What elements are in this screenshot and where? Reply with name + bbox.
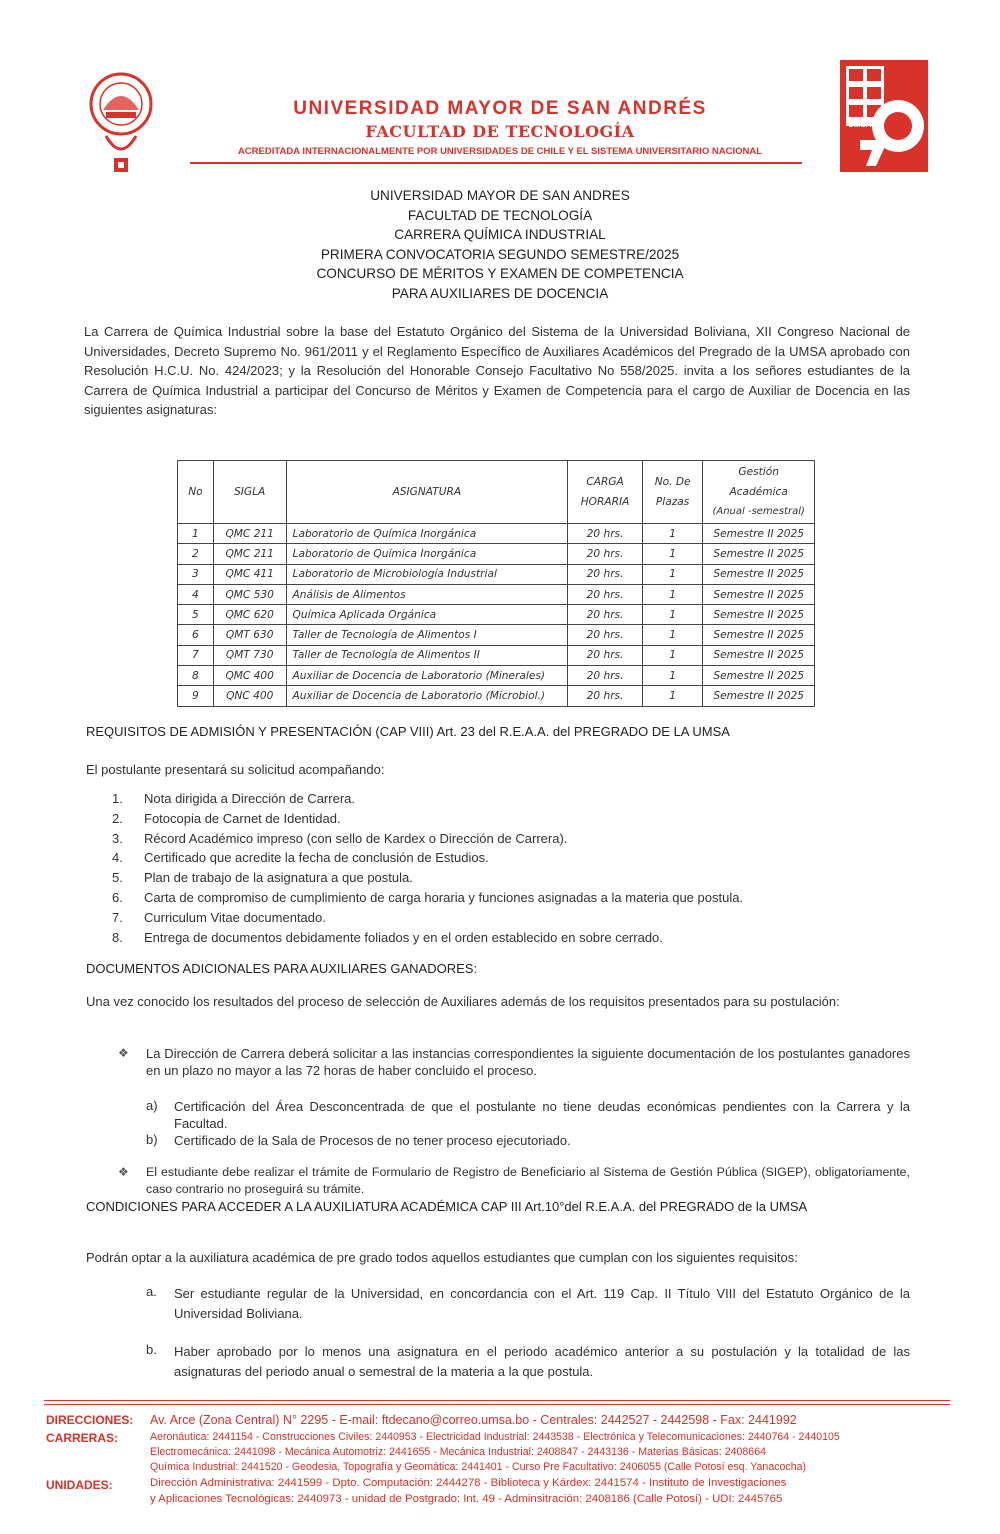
cell-no: 7 <box>178 645 214 665</box>
cell-gestion: Semestre II 2025 <box>703 564 815 584</box>
cell-plazas: 1 <box>642 686 702 706</box>
footer-carreras-line: Electromecánica: 2441098 - Mecánica Automotriz: 2441655 - Mecánica Industrial: 2408847 - 2443136 - Materias Básicas: 2408664 <box>150 1446 766 1458</box>
cell-plazas: 1 <box>642 666 702 686</box>
list-item <box>112 809 743 829</box>
list-text: Curriculum Vitae documentado. <box>144 909 326 925</box>
footer-direcciones-label: DIRECCIONES: <box>46 1413 134 1427</box>
cell-sigla: QMT 630 <box>213 625 286 645</box>
list-number: 5. <box>112 870 123 886</box>
cell-carga: 20 hrs. <box>568 524 643 544</box>
cell-no: 4 <box>178 584 214 604</box>
table-row <box>178 686 815 706</box>
col-header-carga <box>568 461 643 524</box>
cell-carga: 20 hrs. <box>568 544 643 564</box>
list-number: 4. <box>112 850 123 866</box>
footer-unidades-line: Dirección Administrativa: 2441599 - Dpto. Computación: 2444278 - Biblioteca y Kárdex: 2441574 - Instituto de Investigaciones <box>150 1477 787 1489</box>
table-row <box>178 584 815 604</box>
col-header-line: (Anual -semestral) <box>712 506 805 517</box>
list-item <box>112 888 743 908</box>
cell-gestion: Semestre II 2025 <box>703 645 815 665</box>
cell-no: 9 <box>178 686 214 706</box>
col-header-line: Académica <box>729 486 788 498</box>
cell-gestion: Semestre II 2025 <box>703 666 815 686</box>
heading-line: UNIVERSIDAD MAYOR DE SAN ANDRES <box>370 188 630 203</box>
university-name: UNIVERSIDAD MAYOR DE SAN ANDRÉS <box>293 98 707 119</box>
adicionales-lead: Una vez conocido los resultados del proceso de selección de Auxiliares además de los requisitos presentados para su postulación: <box>86 994 840 1009</box>
heading-line: PARA AUXILIARES DE DOCENCIA <box>391 285 609 301</box>
sub-item-letter: a) <box>146 1098 158 1113</box>
table-row <box>178 524 815 544</box>
col-header-line: Gestión <box>738 466 779 478</box>
list-item <box>112 928 743 948</box>
cell-sigla: QMC 530 <box>213 584 286 604</box>
cell-gestion: Semestre II 2025 <box>703 605 815 625</box>
cell-asignatura: Auxiliar de Docencia de Laboratorio (Microbiol.) <box>286 686 568 706</box>
cell-gestion: Semestre II 2025 <box>703 544 815 564</box>
footer-carreras-line: Aeronáutica: 2441154 - Construcciones Civiles: 2440953 - Electricidad Industrial: 2443538 - Electrónica y Telecomunicaciones: 2440764 - 2440105 <box>150 1431 840 1443</box>
cell-asignatura: Química Aplicada Orgánica <box>286 605 568 625</box>
list-number: 1. <box>112 791 123 806</box>
cell-plazas: 1 <box>642 605 702 625</box>
table-row <box>178 666 815 686</box>
cell-plazas: 1 <box>642 645 702 665</box>
intro-paragraph: La Carrera de Química Industrial sobre la base del Estatuto Orgánico del Sistema de la Universidad Boliviana, XII Congreso Nacional de Universidades, Decreto Supremo No. 961/2011 y el Reglamento Específico de Auxiliares Académicos del Pregrado de la UMSA aprobado con Resolución H.C.U. No. 424/2023; y la Resolución del Honorable Consejo Facultativo No 558/2025. invita a los señores estudiantes de la Carrera de Química Industrial a participar del Concurso de Méritos y Examen de Competencia para el cargo de Auxiliar de Docencia en las siguientes asignaturas: <box>84 324 910 418</box>
cell-asignatura: Taller de Tecnología de Alimentos II <box>286 645 568 665</box>
list-item <box>112 908 743 928</box>
cell-carga: 20 hrs. <box>568 584 643 604</box>
requisitos-lead: El postulante presentará su solicitud acompañando: <box>86 762 385 777</box>
cell-carga: 20 hrs. <box>568 666 643 686</box>
footer-unidades-line: y Aplicaciones Tecnológicas: 2440973 - unidad de Postgrado: Int. 49 - Adminsitración: 2408186 (Calle Potosí) - UDI: 2445765 <box>150 1493 783 1505</box>
sub-item-letter: b) <box>146 1132 158 1147</box>
condition-letter: a. <box>146 1284 157 1299</box>
col-header-line: Plazas <box>655 496 690 508</box>
diamond-bullet-icon: ❖ <box>118 1165 129 1179</box>
list-item <box>112 829 743 849</box>
faculty-gear-logo <box>840 60 928 172</box>
col-header-line: HORARIA <box>580 496 630 508</box>
list-text: Certificado que acredite la fecha de conclusión de Estudios. <box>144 850 489 866</box>
faculty-name: FACULTAD DE TECNOLOGÍA <box>365 122 635 141</box>
cell-plazas: 1 <box>642 544 702 564</box>
call-heading <box>200 186 800 304</box>
cell-asignatura: Laboratorio de Microbiología Industrial <box>286 564 568 584</box>
cell-no: 1 <box>178 524 214 544</box>
list-text: Plan de trabajo de la asignatura a que postula. <box>144 870 413 886</box>
cell-sigla: QMC 411 <box>213 564 286 584</box>
col-header-line: CARGA <box>586 476 624 488</box>
cell-sigla: QMC 400 <box>213 666 286 686</box>
heading-line: FACULTAD DE TECNOLOGÍA <box>407 207 593 223</box>
accreditation-line: ACREDITADA INTERNACIONALMENTE POR UNIVERSIDADES DE CHILE Y EL SISTEMA UNIVERSITARIO NACIONAL <box>237 146 763 157</box>
list-number: 6. <box>112 889 123 905</box>
heading-line: PRIMERA CONVOCATORIA SEGUNDO SEMESTRE/2025 <box>320 246 680 262</box>
cell-asignatura: Auxiliar de Docencia de Laboratorio (Minerales) <box>286 666 568 686</box>
heading-line: CARRERA QUÍMICA INDUSTRIAL <box>394 227 606 243</box>
footer-unidades-label: UNIDADES: <box>46 1478 113 1492</box>
list-item <box>112 789 743 809</box>
col-header-gestion <box>703 461 815 524</box>
condition-b: Haber aprobado por lo menos una asignatura en el periodo académico anterior a su postulación y la totalidad de las asignaturas del periodo anual o semestral de la materia a la que postula. <box>174 1344 910 1379</box>
cell-carga: 20 hrs. <box>568 686 643 706</box>
heading-line: CONCURSO DE MÉRITOS Y EXAMEN DE COMPETENCIA <box>316 266 684 282</box>
footer-carreras-line: Química Industrial: 2441520 - Geodesia, Topografía y Geomática: 2441401 - Curso Pre Facultativo: 2406055 (Calle Potosí esq. Yanacocha) <box>150 1461 807 1473</box>
col-header-plazas <box>642 461 702 524</box>
cell-asignatura: Taller de Tecnología de Alimentos I <box>286 625 568 645</box>
condition-a: Ser estudiante regular de la Universidad, en concordancia con el Art. 119 Cap. II Título VIII del Estatuto Orgánico de la Universidad Boliviana. <box>174 1286 910 1321</box>
cell-carga: 20 hrs. <box>568 564 643 584</box>
diamond-bullet-icon: ❖ <box>118 1046 129 1060</box>
requisitos-list <box>112 789 743 947</box>
courses-table <box>177 460 815 707</box>
list-text: Récord Académico impreso (con sello de Kardex o Dirección de Carrera). <box>144 830 568 846</box>
university-seal-logo <box>88 62 154 182</box>
sub-item-b: Certificado de la Sala de Procesos de no tener proceso ejecutoriado. <box>174 1133 571 1148</box>
cell-plazas: 1 <box>642 564 702 584</box>
cell-carga: 20 hrs. <box>568 625 643 645</box>
cell-asignatura: Análisis de Alimentos <box>286 584 568 604</box>
list-item <box>112 848 743 868</box>
list-number: 2. <box>112 810 123 826</box>
cell-plazas: 1 <box>642 625 702 645</box>
table-row <box>178 625 815 645</box>
cell-sigla: QMC 620 <box>213 605 286 625</box>
cell-sigla: QMC 211 <box>213 544 286 564</box>
table-row <box>178 564 815 584</box>
footer-direcciones-text: Av. Arce (Zona Central) N° 2295 - E-mail: ftdecano@correo.umsa.bo - Centrales: 2442527 - 2442598 - Fax: 2441992 <box>150 1413 797 1427</box>
condiciones-title: CONDICIONES PARA ACCEDER A LA AUXILIATURA ACADÉMICA CAP III Art.10°del R.E.A.A. del PREGRADO de la UMSA <box>86 1199 808 1214</box>
col-header-sigla: SIGLA <box>213 461 286 524</box>
cell-no: 2 <box>178 544 214 564</box>
adicionales-title: DOCUMENTOS ADICIONALES PARA AUXILIARES GANADORES: <box>86 961 478 976</box>
cell-plazas: 1 <box>642 584 702 604</box>
list-number: 3. <box>112 830 123 846</box>
cell-asignatura: Laboratorio de Química Inorgánica <box>286 544 568 564</box>
list-item <box>112 868 743 888</box>
cell-no: 3 <box>178 564 214 584</box>
footer-divider <box>44 1404 950 1405</box>
cell-no: 8 <box>178 666 214 686</box>
cell-sigla: QNC 400 <box>213 686 286 706</box>
umsa-logo-text: UMSA <box>848 120 872 129</box>
table-row <box>178 645 815 665</box>
cell-carga: 20 hrs. <box>568 605 643 625</box>
cell-plazas: 1 <box>642 524 702 544</box>
sub-item-a: Certificación del Área Desconcentrada de que el postulante no tiene deudas económicas pendientes con la Carrera y la Facultad. <box>174 1099 910 1131</box>
table-row <box>178 544 815 564</box>
list-text: Entrega de documentos debidamente foliados y en el orden establecido en sobre cerrado. <box>144 929 663 945</box>
list-number: 7. <box>112 909 123 925</box>
footer-carreras-label: CARRERAS: <box>46 1431 118 1445</box>
list-text: Nota dirigida a Dirección de Carrera. <box>144 791 355 806</box>
list-number: 8. <box>112 929 123 945</box>
cell-carga: 20 hrs. <box>568 645 643 665</box>
cell-gestion: Semestre II 2025 <box>703 584 815 604</box>
cell-gestion: Semestre II 2025 <box>703 524 815 544</box>
condiciones-lead: Podrán optar a la auxiliatura académica de pre grado todos aquellos estudiantes que cumplan con los siguientes requisitos: <box>86 1250 798 1265</box>
col-header-asignatura: ASIGNATURA <box>286 461 568 524</box>
header-divider <box>190 162 802 164</box>
cell-no: 5 <box>178 605 214 625</box>
cell-gestion: Semestre II 2025 <box>703 625 815 645</box>
condition-letter: b. <box>146 1342 157 1357</box>
cell-asignatura: Laboratorio de Química Inorgánica <box>286 524 568 544</box>
col-header-line: No. De <box>654 476 691 488</box>
footer-divider <box>44 1400 950 1401</box>
table-row <box>178 605 815 625</box>
list-text: Fotocopia de Carnet de Identidad. <box>144 810 341 826</box>
cell-sigla: QMT 730 <box>213 645 286 665</box>
cell-gestion: Semestre II 2025 <box>703 686 815 706</box>
adicionales-bullet-1: La Dirección de Carrera deberá solicitar a las instancias correspondientes la siguiente documentación de los postulantes ganadores en un plazo no mayor a las 72 horas de haber concluido el proceso. <box>146 1046 910 1078</box>
adicionales-bullet-2: El estudiante debe realizar el trámite de Formulario de Registro de Beneficiario al Sistema de Gestión Pública (SIGEP), obligatoriamente, caso contrario no proseguirá su trámite. <box>146 1165 910 1196</box>
requisitos-title: REQUISITOS DE ADMISIÓN Y PRESENTACIÓN (CAP VIII) Art. 23 del R.E.A.A. del PREGRADO DE LA UMSA <box>86 724 730 739</box>
cell-no: 6 <box>178 625 214 645</box>
col-header-no: No <box>178 461 214 524</box>
list-text: Carta de compromiso de cumplimiento de carga horaria y funciones asignadas a la materia que postula. <box>144 889 744 905</box>
cell-sigla: QMC 211 <box>213 524 286 544</box>
